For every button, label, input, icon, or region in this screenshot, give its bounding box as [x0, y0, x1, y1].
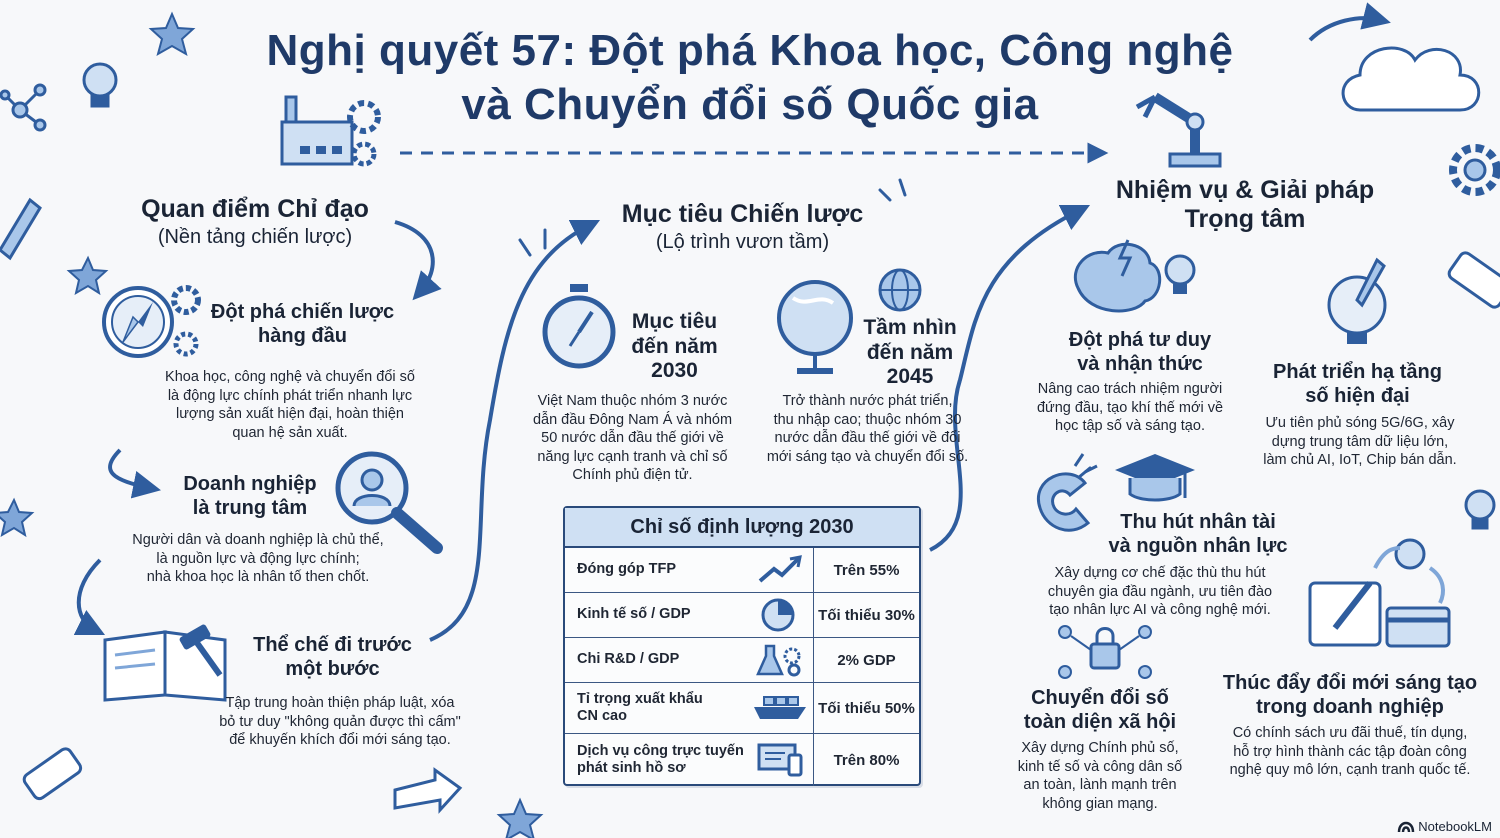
col1-heading: Quan điểm Chỉ đạo: [141, 195, 369, 223]
goal-2030-title: Mục tiêu đến năm 2030: [631, 310, 718, 383]
cargo-ship-icon: [747, 691, 813, 725]
network-lock-icon: [1055, 622, 1155, 682]
col2-heading: Mục tiêu Chiến lược: [621, 200, 864, 228]
trend-up-icon: [747, 555, 813, 585]
col3-item-3-desc: Xây dựng cơ chế đặc thù thu hút chuyên gia đầu ngành, ưu tiên đào tạo nhân lực AI và công nghệ mới.: [1047, 565, 1273, 619]
star-icon: [499, 800, 541, 838]
book-gavel-icon: [95, 620, 245, 705]
brand-logo: [1398, 819, 1492, 834]
col1-item-1-desc: Khoa học, công nghệ và chuyển đổi số là động lực chính phát triển nhanh lực lượng sản xuất hiện đại, hoàn thiện quan hệ sản xuất.: [165, 369, 415, 441]
col3-item-1-title: Đột phá tư duy và nhận thức: [1068, 329, 1212, 375]
flow-arrow-2: [110, 450, 150, 488]
col1-item-3-title: Thể chế đi trước một bước: [253, 634, 412, 680]
title-line-2: và Chuyển đổi số Quốc gia: [461, 79, 1039, 129]
col3-heading-block: Nhiệm vụ & Giải pháp Trọng tâm: [1090, 176, 1400, 234]
molecule-icon: [1, 85, 45, 130]
col3-item-5-desc: Có chính sách ưu đãi thuế, tín dụng, hỗ trợ hình thành các tập đoàn công nghệ quy mô lớn, cạnh tranh quốc tế.: [1229, 725, 1471, 779]
lightbulb-icon: [1466, 491, 1494, 528]
table-row: Tỉ trọng xuất khẩu CN cao Tối thiểu 50%: [565, 683, 919, 734]
factory-icon: [272, 92, 382, 172]
col3-item-2-desc: Ưu tiên phủ sóng 5G/6G, xây dựng trung tâm dữ liệu lớn, làm chủ AI, IoT, Chip bán dẫn.: [1263, 415, 1457, 469]
col1-item-2-title: Doanh nghiệp là trung tâm: [183, 473, 317, 519]
rocket-bulb-icon: [1322, 250, 1402, 350]
title-line-1: Nghị quyết 57: Đột phá Khoa học, Công nghệ: [266, 26, 1234, 75]
flow-arrow-1: [395, 222, 433, 292]
quantitative-indicators-table: [563, 506, 921, 786]
table-row: Dịch vụ công trực tuyến phát sinh hồ sơ Trên 80%: [565, 734, 919, 786]
star-icon: [0, 500, 32, 535]
cloud-icon: [1343, 48, 1479, 110]
pencil-icon: [0, 200, 40, 258]
tablet-card-dollar-icon: [1305, 538, 1455, 653]
col1-item-3-desc: Tập trung hoàn thiện pháp luật, xóa bỏ tư duy "không quản được thì cấm" để khuyến khích đổi mới sáng tạo.: [219, 695, 461, 749]
block-arrow-icon: [395, 770, 460, 810]
col2-subheading: (Lộ trình vươn tầm): [655, 231, 830, 253]
stopwatch-icon: [540, 284, 620, 374]
goal-2030-desc: Việt Nam thuộc nhóm 3 nước dẫn đầu Đông Nam Á và nhóm 50 nước dẫn đầu thế giới về năng lực cạnh tranh và chỉ số Chính phủ điện tử.: [532, 393, 733, 484]
table-row: Kinh tế số / GDP Tối thiểu 30%: [565, 593, 919, 638]
devices-icon: [747, 741, 813, 779]
table-row: Chi R&D / GDP 2% GDP: [565, 638, 919, 683]
col3-item-4-desc: Xây dựng Chính phủ số, kinh tế số và công dân số an toàn, lành mạnh trên không gian mạng.: [1017, 740, 1183, 812]
goal-2045-desc: Trở thành nước phát triển, thu nhập cao; thuộc nhóm 30 nước dẫn đầu thế giới về đổi mới sáng tạo và chuyển đổi số.: [766, 393, 969, 465]
col3-heading: Nhiệm vụ & Giải pháp: [1115, 176, 1375, 204]
eraser-icon: [1447, 251, 1500, 310]
col2-heading-block: [600, 200, 885, 254]
col3-item-1-desc: Nâng cao trách nhiệm người đứng đầu, tạo khí thế mới về học tập số và sáng tạo.: [1036, 381, 1224, 435]
gear-icon: [1453, 148, 1497, 192]
notebooklm-icon: [1398, 821, 1414, 833]
brain-bulb-icon: [1068, 238, 1208, 318]
col3-item-4-title: Chuyển đổi số toàn diện xã hội: [1023, 687, 1177, 733]
pie-chart-icon: [747, 597, 813, 633]
col3-item-3-title: Thu hút nhân tài và nguồn nhân lực: [1108, 511, 1288, 557]
col3-item-2-title: Phát triển hạ tầng số hiện đại: [1273, 361, 1442, 407]
lab-flask-icon: [747, 642, 813, 678]
col1-item-1-title: Đột phá chiến lược hàng đầu: [210, 301, 395, 347]
col1-subheading: (Nền tảng chiến lược): [157, 226, 353, 248]
eraser-icon: [22, 746, 83, 800]
brand-name: NotebookLM: [1418, 819, 1492, 834]
lightbulb-icon: [84, 64, 116, 106]
table-row: Đóng góp TFP Trên 55%: [565, 548, 919, 593]
col3-item-5-title: Thúc đẩy đổi mới sáng tạo trong doanh nghiệp: [1222, 672, 1478, 718]
col1-heading-block: [110, 195, 400, 249]
goal-2045-title: Tầm nhìn đến năm 2045: [863, 316, 957, 389]
col1-item-2-desc: Người dân và doanh nghiệp là chủ thể, là nguồn lực và động lực chính; nhà khoa học là nhân tố then chốt.: [132, 532, 384, 586]
robot-arm-icon: [1125, 82, 1235, 172]
table-header: Chỉ số định lượng 2030: [565, 508, 919, 548]
